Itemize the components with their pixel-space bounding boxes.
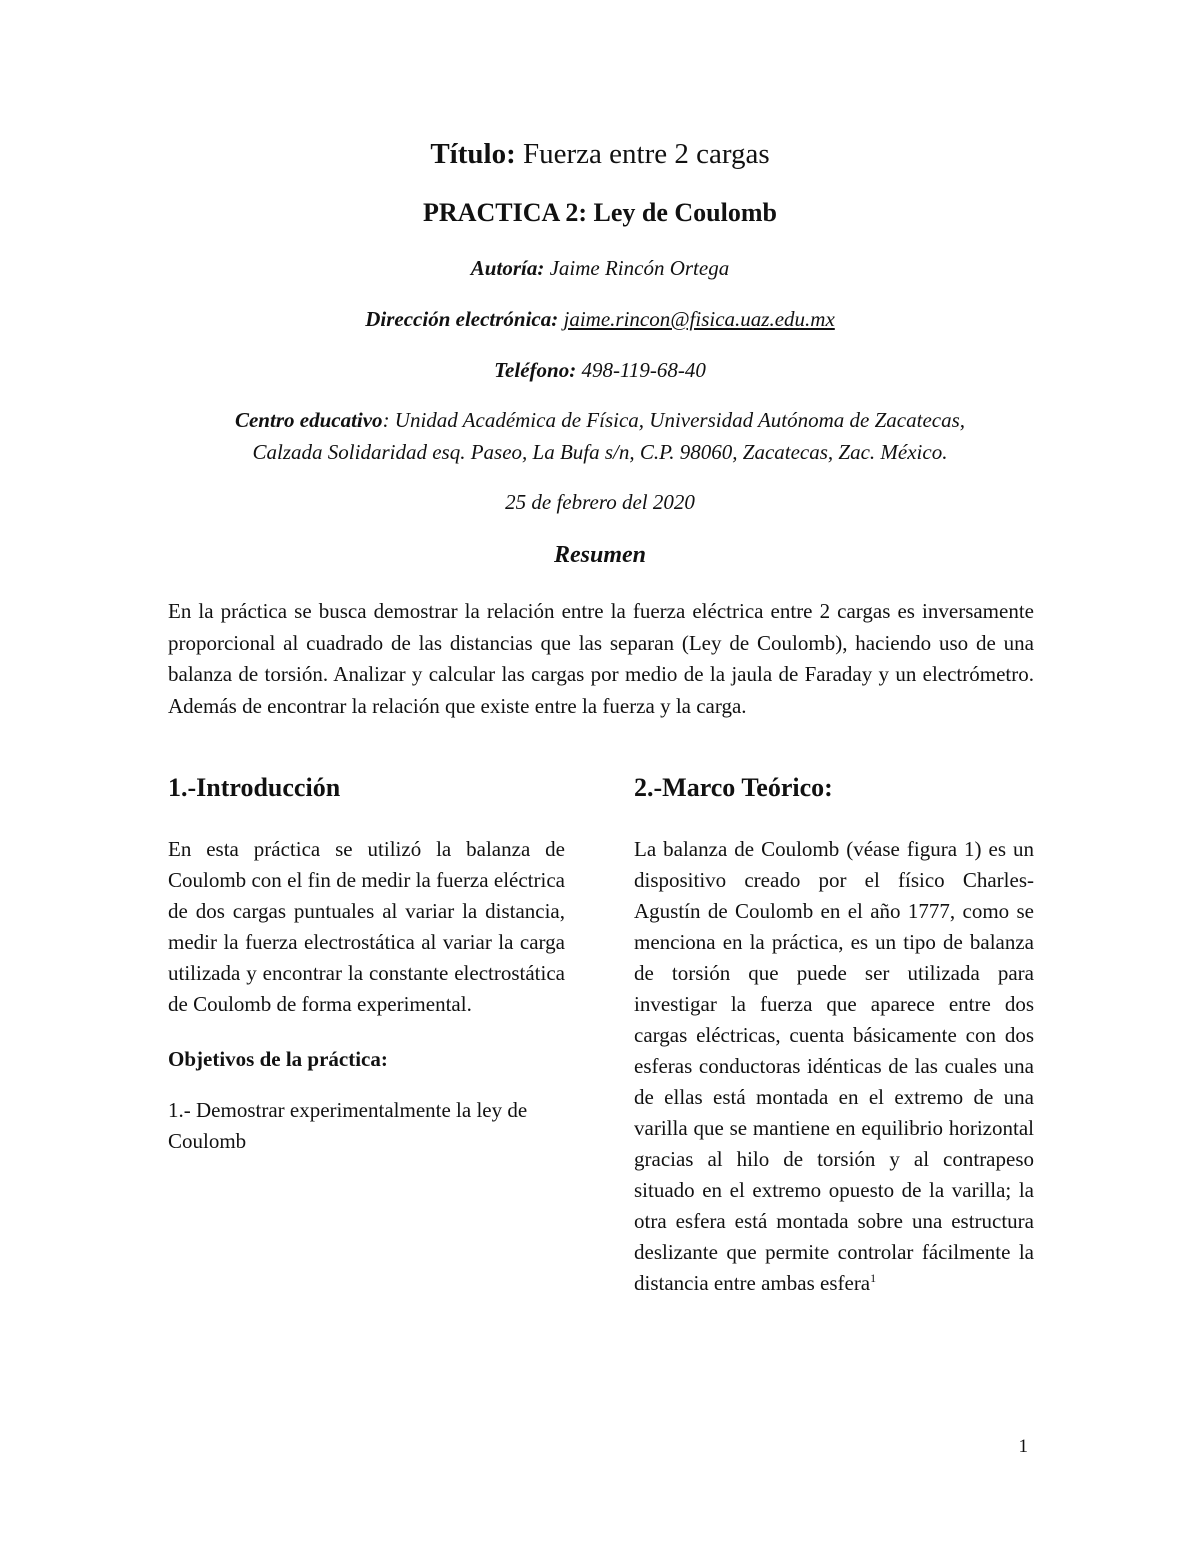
- phone-number: 498-119-68-40: [576, 358, 706, 382]
- email-link[interactable]: jaime.rincon@fisica.uaz.edu.mx: [563, 307, 835, 331]
- introduction-column: [168, 770, 565, 1157]
- objective-item: 1.- Demostrar experimentalmente la ley de Coulomb: [168, 1098, 528, 1153]
- footnote-ref[interactable]: 1: [870, 1271, 877, 1285]
- author-name: Jaime Rincón Ortega: [544, 256, 730, 280]
- abstract-text: En la práctica se busca demostrar la relación entre la fuerza eléctrica entre 2 cargas es inversamente proporcional al cuadrado de las distancias que las separan (Ley de Coulomb), haciendo uso de una balanza de torsión. Analizar y calcular las cargas por medio de la jaula de Faraday y un electrómetro. Además de encontrar la relación que existe entre la fuerza y la carga.: [168, 599, 1034, 718]
- title-label: Título:: [430, 138, 516, 170]
- page-number: 1: [1018, 1436, 1028, 1457]
- theory-text: La balanza de Coulomb (véase figura 1) es un dispositivo creado por el físico Charles-Agustín de Coulomb en el año 1777, como se menciona en la práctica, es un tipo de balanza de torsión que puede ser utilizada para investigar la fuerza que aparece entre dos cargas eléctricas, cuenta básicamente con dos esferas conductoras idénticas de las cuales una de ellas está montada en el extremo de una varilla que se mantiene en equilibrio horizontal gracias al hilo de torsión y al contrapeso situado en el extremo opuesto de la varilla; la otra esfera está montada sobre una estructura deslizante que permite controlar fácilmente la distancia entre ambas esfera: [634, 837, 1034, 1295]
- introduction-heading: 1.-Introducción: [168, 773, 341, 802]
- institution-line-1: [0, 408, 1200, 433]
- theory-paragraph: [634, 834, 1034, 1299]
- objectives-heading: Objetivos de la práctica:: [168, 1047, 388, 1071]
- author-line: [0, 256, 1200, 281]
- institution-line-2: Calzada Solidaridad esq. Paseo, La Bufa s/n, C.P. 98060, Zacatecas, Zac. México.: [252, 440, 948, 464]
- phone-line: [0, 358, 1200, 383]
- theory-column: [634, 770, 1034, 1299]
- document-title: [0, 138, 1200, 171]
- introduction-text: En esta práctica se utilizó la balanza de Coulomb con el fin de medir la fuerza eléctrica de dos cargas puntuales al variar la distancia, medir la fuerza electrostática al variar la carga utilizada y encontrar la constante electrostática de Coulomb de forma experimental.: [168, 837, 565, 1016]
- practica-heading: PRACTICA 2: Ley de Coulomb: [423, 198, 777, 227]
- author-label: Autoría:: [470, 256, 545, 280]
- email-label: Dirección electrónica:: [365, 307, 559, 331]
- document-date: 25 de febrero del 2020: [505, 490, 695, 514]
- abstract-heading: Resumen: [553, 542, 646, 568]
- institution-label: Centro educativo: [234, 408, 383, 432]
- title-text: Fuerza entre 2 cargas: [515, 138, 770, 170]
- institution-name: : Unidad Académica de Física, Universidad Autónoma de Zacatecas,: [382, 408, 966, 432]
- email-line: [0, 307, 1200, 332]
- phone-label: Teléfono:: [494, 358, 577, 382]
- theory-heading: 2.-Marco Teórico:: [634, 773, 833, 802]
